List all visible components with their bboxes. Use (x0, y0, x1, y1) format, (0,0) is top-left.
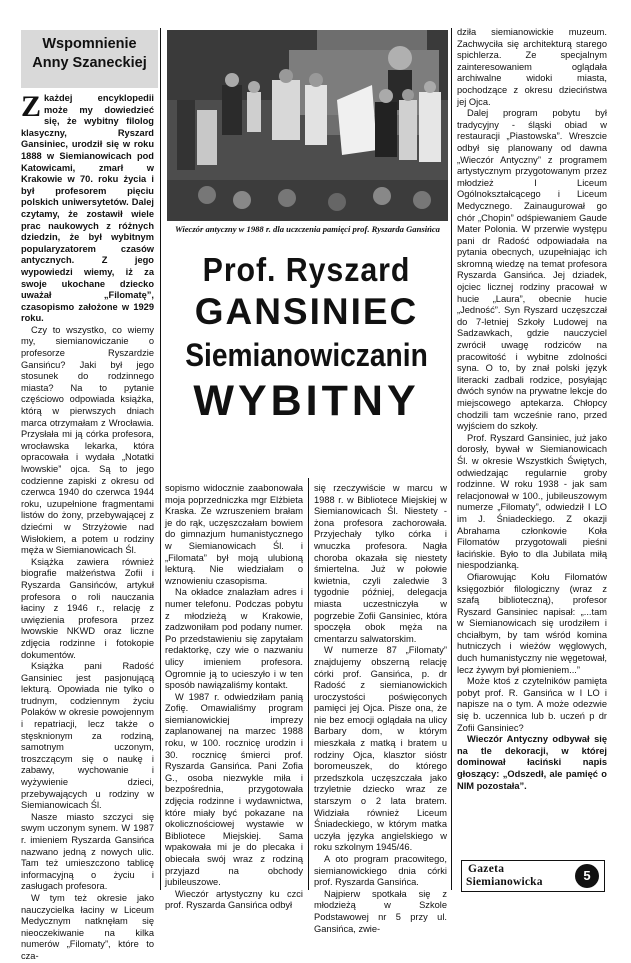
quote-paragraph: Ofiarowując Kołu Filomatów księgozbiór filologiczny (wraz z szafą biblioteczną), profesor Ryszard Gansiniec napisał: „...tam w Siemianowicach się urodziłem i chciałbym, by tam wśród komina hutniczych i wieżów węglowych, duch humanistyczny nie węgetował, lecz żywym był płomieniem...” (457, 571, 607, 675)
headline-line-1: Prof. Ryszard (202, 251, 411, 288)
paragraph: W 1987 r. odwiedziłam panią Zofię. Omawialiśmy program siemianowickiej imprezy zaplanowanej na marzec 1988 roku, w 100. rocznicę urodzin i 30. rocznicę śmierci prof. Ryszarda Gansińca. Pani Zofia G., osoba niezwykle miła i bezpośrednia, przygotowała zdjęcia rodzinne i wydawnictwa, które miały być pokazane na okolicznościowej wystawie w Bibliotece Miejskiej. Sama wpakowała mi je do plecaka i obiecała swój wraz z rodziną przyjazd na obchody jubileuszowe. (165, 691, 303, 888)
drop-cap: Z (21, 90, 42, 123)
column-rule (160, 28, 161, 890)
kicker-line-2: Anny Szaneckiej (32, 55, 147, 71)
paragraph: się rzeczywiście w marcu w 1988 r. w Bibliotece Miejskiej w Siemianowicach Śl. Niestety - żona profesora zachorowała. Przyjechały tylko córka i wnuczka profesora. Nagła choroba okazała się niestety śmiertelna. Już w połowie kwietnia, czyli zaledwie 3 tygodnie później, delegacja miasta uczestniczyła w pogrzebie Zofii Gansiniec, która spoczęła obok męża na cmentarzu salwatorskim. (314, 483, 447, 644)
paragraph: Wieczór artystyczny ku czci prof. Ryszarda Gansińca odbył (165, 888, 303, 911)
paragraph: Czy to wszystko, co wiemy my, siemianowiczanie o profesorze Ryszardzie Gansińcu? Jaki był jego stosunek do rodzinnego miasta? Na to pytanie częściowo odpowiada książka, którą w pierwszych dniach marca otrzymałam z Wrocławia. Przysłała mi ją córka profesora, wrocławska lekarka, która opracowała i wydała „Notatki lwowskie” ojca. Są to jego codzienne zapiski z okresu od czerwca 1940 do czerwca 1944 roku, uzupełnione fragmentami listów do żony, przebywającej z dziećmi w Strzyżowie nad Wisłokiem, a potem u rodziny męża w Siemianowicach Śl. (21, 324, 154, 556)
paragraph: Prof. Ryszard Gansiniec, już jako dorosły, bywał w Siemianowicach Śl. w okresie Wszystkich Świętych, odwiedzając regularnie groby rodzinne. W roku 1938 - jak sam relacjonował w 100., jubileuszowym numerze „Filomaty”, odwiedził I LO im J. Śniadeckiego. Z okazji Abrahama członkowie Koła Filomatów przygotowali pieśni łacińskie. Było to dla Jubilata miłą niespodzianką. (457, 432, 607, 571)
lead-paragraph: każdej encyklopedii może my dowiedzieć się, że wybitny filolog klasyczny, Ryszard Gansiniec, urodził się w roku 1888 w Siemianowicach pod Katowicami, zmarł w Krakowie w 70. roku życia i był profesorem pięciu polskich uniwersytetów. Dalej czytamy, że zostawił wiele prac naukowych z różnych dziedzin, że był wybitnym popularyzatorem czasów antycznych. Z jego wypowiedzi wiemy, iż za swoje ukochane dziecko uważał „Filomatę”, czasopismo założone w 1929 roku. (21, 93, 154, 324)
page-number-badge: 5 (575, 864, 599, 888)
headline-line-4: WYBITNY (193, 377, 420, 425)
photo-illustration (167, 30, 448, 221)
paragraph: dziła siemianowickie muzeum. Zachwyciła się architekturą starego spichlerza. Ze specjalnym zainteresowaniem oglądała archiwalne widoki miasta, pochodzące z okresu dzieciństwa jej Ojca. (457, 27, 607, 107)
article-column-1 (21, 90, 154, 963)
paragraph: Najpierw spotkała się z młodzieżą w Szkole Podstawowej nr 5 przy ul. Gansińca, zwie- (314, 888, 447, 934)
headline-line-2: GANSINIEC (194, 291, 419, 332)
masthead-line-2: Siemianowicka (466, 876, 543, 888)
kicker-line-1: Wspomnienie (42, 36, 137, 52)
closing-paragraph: Wieczór Antyczny odbywał się na tle dekoracji, w której dominował łaciński napis głoszący: „Odszedł, ale pamięć o NIM pozostała”. (457, 734, 607, 791)
column-rule (451, 28, 452, 890)
paragraph: Książka zawiera również biografie małżeństwa Zofii i Ryszarda Gansińców, artykuł profesora o roli nauczania łaciny z 1946 r., relację z uwięzienia profesora przez lwowskie NKWD oraz liczne zdjęcia rodzinne i fotokopie dokumentów. (21, 556, 154, 660)
paragraph: Może ktoś z czytelników pamięta pobyt prof. R. Gansińca w I LO i napisze na o tym. A może odezwie się b. uczennica lub b. uczeń p dr Zofii Gansiniec? (457, 676, 607, 733)
column-rule (308, 478, 309, 890)
article-column-3 (314, 483, 447, 935)
paragraph: Książka pani Radość Gansiniec jest pasjonującą lekturą. Opowiada nie tylko o trudnym, codziennym życiu Polaków w okresie powojennym i repatriacji, lecz także o stęsknionym za rodziną, samotnym uczonym, troszczącym się o naukę i zabawy, wychowanie i wyżywienie dzieci, przebywających u rodziny w Siemianowicach Śl. (21, 661, 154, 811)
paragraph: Dalej program pobytu był tradycyjny - śląski obiad w restauracji „Piastowska”. Wreszcie odbył się planowany od dawna „Wieczór Antyczny” z programem artystycznym przygotowanym przez młodzież I Liceum Ogólnokształcącego i Liceum Medycznego. Zainaugurował go chór „Chopin” odśpiewaniem Gaude Mater Polonia. W przerwie występu pani dr Radość odpowiadała na pytania obecnych, uzupełniając ich skromną wiedzę na temat profesora Ryszarda Gansińca. Jej dziadek, ojciec licznej rodziny pracował w hucie „Laura”, obecnie hucie „Jedność”. Syn Ryszard uczęszczał do 7-letniej Szkoły Ludowej na Sadzawkach, gdzie nauczyciel zwrócił uwagę rodziców na pracowitość i wybitne zdolności syna. O to, by znał polski język literacki zadbali rodzice, posyłając dwóch synów na prywatne lekcje do miejscowego aptekarza. Chłopcy chodzili tam wcześnie rano, przed wyjściem do szkoły. (457, 108, 607, 432)
photo-caption: Wieczór antyczny w 1988 r. dla uczczenia pamięci prof. Ryszarda Gansińca (175, 224, 440, 234)
paragraph: W tym też okresie jako nauczycielka łaciny w Liceum Medycznym natknęłam się nieoczekiwanie na kilka numerów „Filomaty”, które to cza- (21, 892, 154, 961)
article-column-4 (457, 27, 607, 792)
headline (165, 250, 448, 426)
headline-line-3: Siemianowiczanin (185, 337, 428, 373)
article-photo (167, 30, 448, 221)
paragraph: Nasze miasto szczyci się swym uczonym synem. W 1987 r. imieniem Ryszarda Gansińca nazwano jedną z nowych ulic. Tam też umieszczono tablicę informacyjną o życiu i zasługach profesora. (21, 811, 154, 892)
paragraph: A oto program pracowitego, siemianowickiego dnia córki prof. Ryszarda Gansińca. (314, 854, 447, 888)
article-kicker (21, 30, 158, 88)
paragraph: Na okładce znalazłam adres i numer telefonu. Podczas pobytu z młodzieżą w Krakowie, zadzwoniłam pod podany numer. Po przedstawieniu się zapytałam redaktorkę, czy wie o nazwaniu ulicy imieniem profesora. Ogromnie ją to ucieszyło i w ten sposób nawiązaliśmy kontakt. (165, 587, 303, 691)
masthead-line-1: Gazeta (468, 863, 505, 875)
article-column-2 (165, 483, 303, 912)
paragraph: sopismo widocznie zaabonowała moja poprzedniczka mgr Elżbieta Kraska. Ze wzruszeniem brałam je do rąk, uczęszczałam bowiem do gimnazjum humanistycznego w Siemianowicach Śl. i „Filomata” był moją ulubioną lekturą. Nie wiedziałam o wznowieniu czasopisma. (165, 483, 303, 586)
paragraph: W numerze 87 „Filomaty” znajdujemy obszerną relację córki prof. Gansińca, p. dr Radość z siemianowickich uroczystości poświęconych pamięci jej Ojca. Pisze ona, że nie bez emocji oglądała na ulicy Barbary dom, w którym mieszkała z matką i bratem u rodziny Ojca, klasztor sióstr boromeuszek, do którego przedszkola uczęszczała jako trzyletnie dziecko wraz ze starszym o 2 lata bratem. Widziała również Liceum Śniadeckiego, w którym matka uczyła języka angielskiego w roku szkolnym 1945/46. (314, 645, 447, 853)
